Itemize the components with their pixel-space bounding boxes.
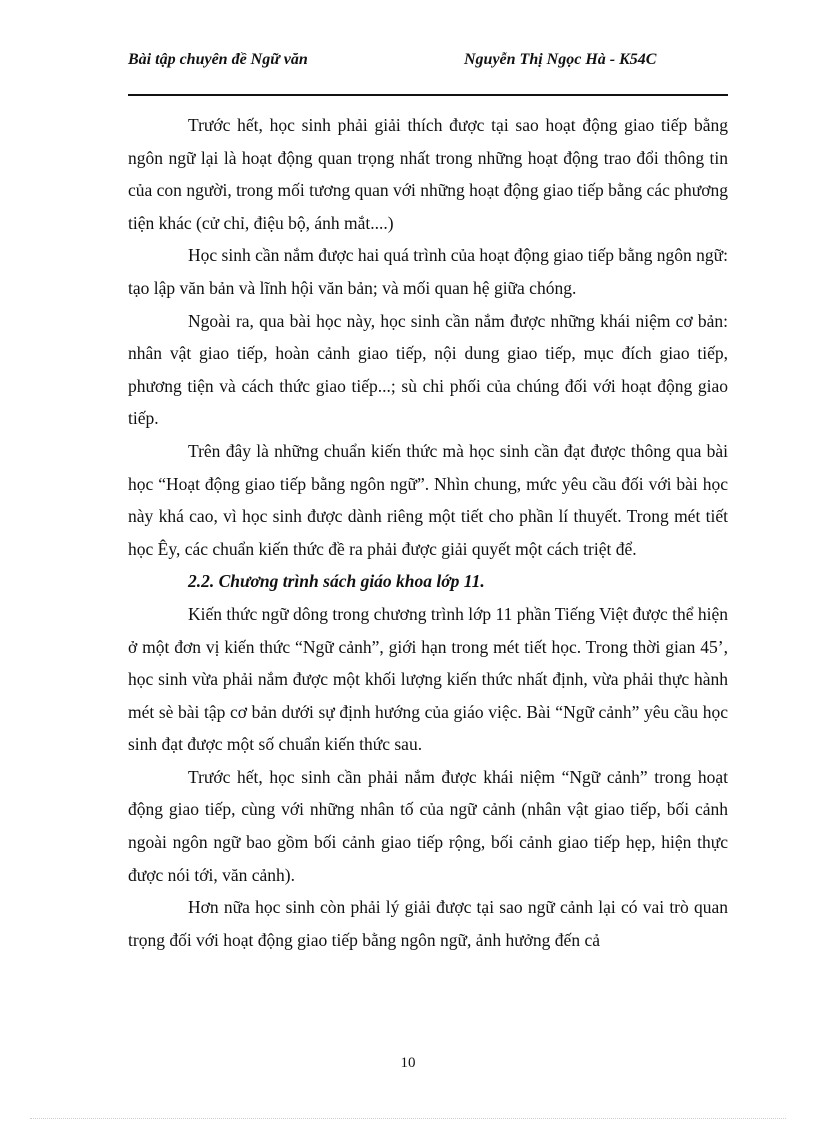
document-body bbox=[128, 109, 728, 956]
paragraph-7: Hơn nữa học sinh còn phải lý giải được tại sao ngữ cảnh lại có vai trò quan trọng đối với hoạt động giao tiếp bằng ngôn ngữ, ảnh hưởng đến cả bbox=[128, 897, 728, 950]
page-header bbox=[128, 50, 728, 96]
paragraph-3: Ngoài ra, qua bài học này, học sinh cần nắm được những khái niệm cơ bản: nhân vật giao tiếp, hoàn cảnh giao tiếp, nội dung giao tiếp, mục đích giao tiếp, phương tiện và cách thức giao tiếp...; sù chi phối của chúng đối với hoạt động giao tiếp. bbox=[128, 310, 728, 429]
paragraph-4: Trên đây là những chuẩn kiến thức mà học sinh cần đạt được thông qua bài học “Hoạt động giao tiếp bằng ngôn ngữ”. Nhìn chung, mức yêu cầu đối với bài học này khá cao, vì học sinh được dành riêng một tiết cho phần lí thuyết. Trong mét tiết học Êy, các chuẩn kiến thức đề ra phải được giải quyết một cách triệt để. bbox=[128, 440, 728, 559]
paragraph-5: Kiến thức ngữ dông trong chương trình lớp 11 phần Tiếng Việt được thể hiện ở một đơn vị kiến thức “Ngữ cảnh”, giới hạn trong mét tiết học. Trong thời gian 45’, học sinh vừa phải nắm được một khối lượng kiến thức nhất định, vừa phải thực hành mét sè bài tập cơ bản dưới sự định hướng của giáo việc. Bài “Ngữ cảnh” yêu cầu học sinh đạt được một số chuẩn kiến thức sau. bbox=[128, 603, 729, 755]
paragraph-2: Học sinh cần nắm được hai quá trình của hoạt động giao tiếp bằng ngôn ngữ: tạo lập văn bản và lĩnh hội văn bản; và mối quan hệ giữa chóng. bbox=[128, 245, 728, 298]
paragraph-1: Trước hết, học sinh phải giải thích được tại sao hoạt động giao tiếp bằng ngôn ngữ lại là hoạt động quan trọng nhất trong những hoạt động trao đổi thông tin của con người, trong mối tương quan với những hoạt động giao tiếp bằng các phương tiện khác (cử chỉ, điệu bộ, ánh mắt....) bbox=[128, 115, 728, 233]
paragraph-6: Trước hết, học sinh cần phải nắm được khái niệm “Ngữ cảnh” trong hoạt động giao tiếp, cùng với những nhân tố của ngữ cảnh (nhân vật giao tiếp, bối cảnh ngoài ngôn ngữ bao gồm bối cảnh giao tiếp rộng, bối cảnh giao tiếp hẹp, hiện thực được nói tới, văn cảnh). bbox=[128, 766, 728, 885]
header-author: Nguyễn Thị Ngọc Hà - K54C bbox=[464, 51, 657, 68]
section-heading: 2.2. Chương trình sách giáo khoa lớp 11. bbox=[188, 571, 485, 592]
header-course-title: Bài tập chuyên đề Ngữ văn bbox=[128, 51, 308, 68]
page-number: 10 bbox=[400, 1055, 416, 1071]
page-bottom-divider bbox=[30, 1118, 786, 1119]
